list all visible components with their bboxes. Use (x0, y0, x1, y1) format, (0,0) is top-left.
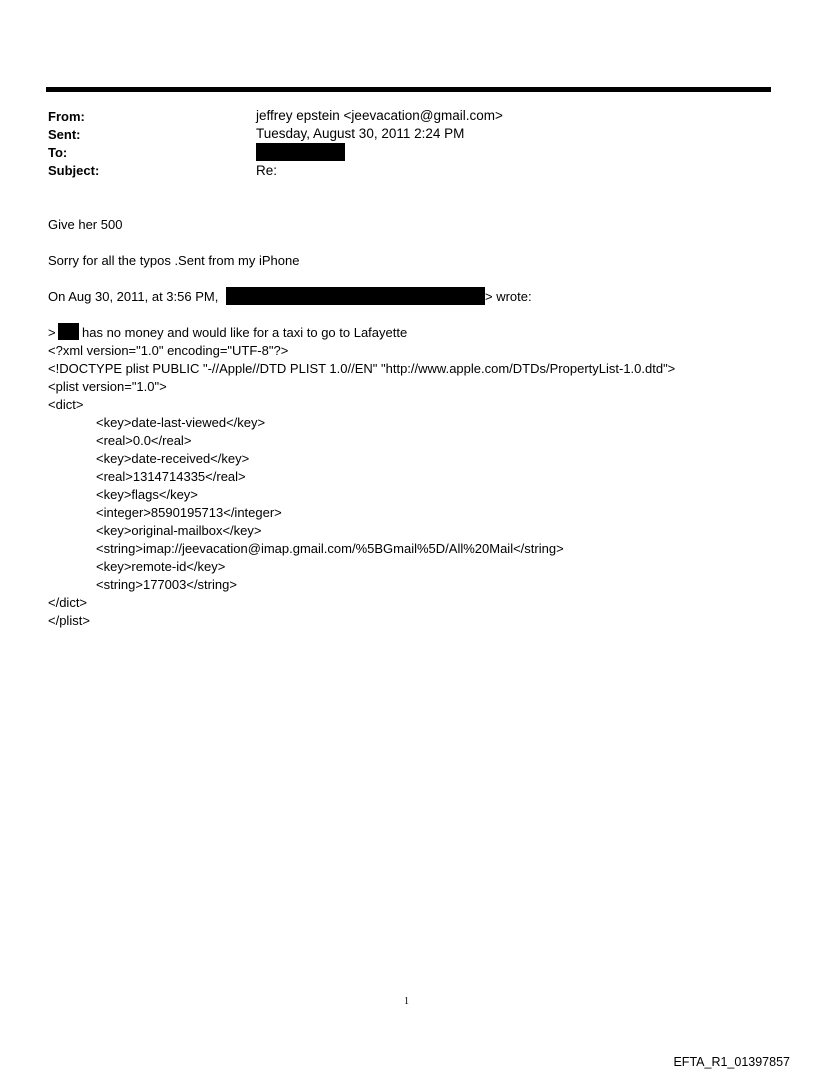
page-number: 1 (404, 996, 409, 1007)
xml-line: </dict> (48, 595, 88, 610)
xml-line: <key>remote-id</key> (96, 559, 226, 574)
subject-value: Re: (256, 163, 278, 178)
from-value: jeffrey epstein <jeevacation@gmail.com> (256, 108, 503, 123)
xml-line: </plist> (48, 613, 90, 628)
on-date-suffix: > wrote: (485, 289, 532, 304)
header-rule (46, 87, 771, 92)
xml-line: <real>0.0</real> (96, 433, 192, 448)
xml-line: <dict> (48, 397, 84, 412)
xml-line: <key>original-mailbox</key> (96, 523, 262, 538)
sent-value: Tuesday, August 30, 2011 2:24 PM (256, 126, 465, 141)
from-label: From: (48, 109, 85, 124)
xml-line: <real>1314714335</real> (96, 469, 246, 484)
bates-number: EFTA_R1_01397857 (673, 1055, 790, 1069)
quote-marker: > (48, 325, 56, 340)
xml-line: <key>flags</key> (96, 487, 198, 502)
to-label: To: (48, 145, 68, 160)
xml-line: <string>177003</string> (96, 577, 237, 592)
sender-redaction (226, 287, 485, 305)
body-line-1: Give her 500 (48, 217, 123, 232)
xml-line: <integer>8590195713</integer> (96, 505, 282, 520)
on-date-prefix: On Aug 30, 2011, at 3:56 PM, (48, 289, 219, 304)
xml-line: <key>date-last-viewed</key> (96, 415, 266, 430)
subject-label: Subject: (48, 163, 100, 178)
xml-line: <?xml version="1.0" encoding="UTF-8"?> (48, 343, 289, 358)
name-redaction (58, 323, 79, 340)
xml-line: <plist version="1.0"> (48, 379, 167, 394)
sent-label: Sent: (48, 127, 81, 142)
quote-text: has no money and would like for a taxi to go to Lafayette (82, 325, 408, 340)
to-redaction (256, 143, 345, 161)
xml-line: <string>imap://jeevacation@imap.gmail.com/%5BGmail%5D/All%20Mail</string> (96, 541, 564, 556)
xml-line: <!DOCTYPE plist PUBLIC "-//Apple//DTD PLIST 1.0//EN" "http://www.apple.com/DTDs/PropertyList-1.0.dtd"> (48, 361, 676, 376)
body-line-2: Sorry for all the typos .Sent from my iPhone (48, 253, 300, 268)
xml-line: <key>date-received</key> (96, 451, 250, 466)
